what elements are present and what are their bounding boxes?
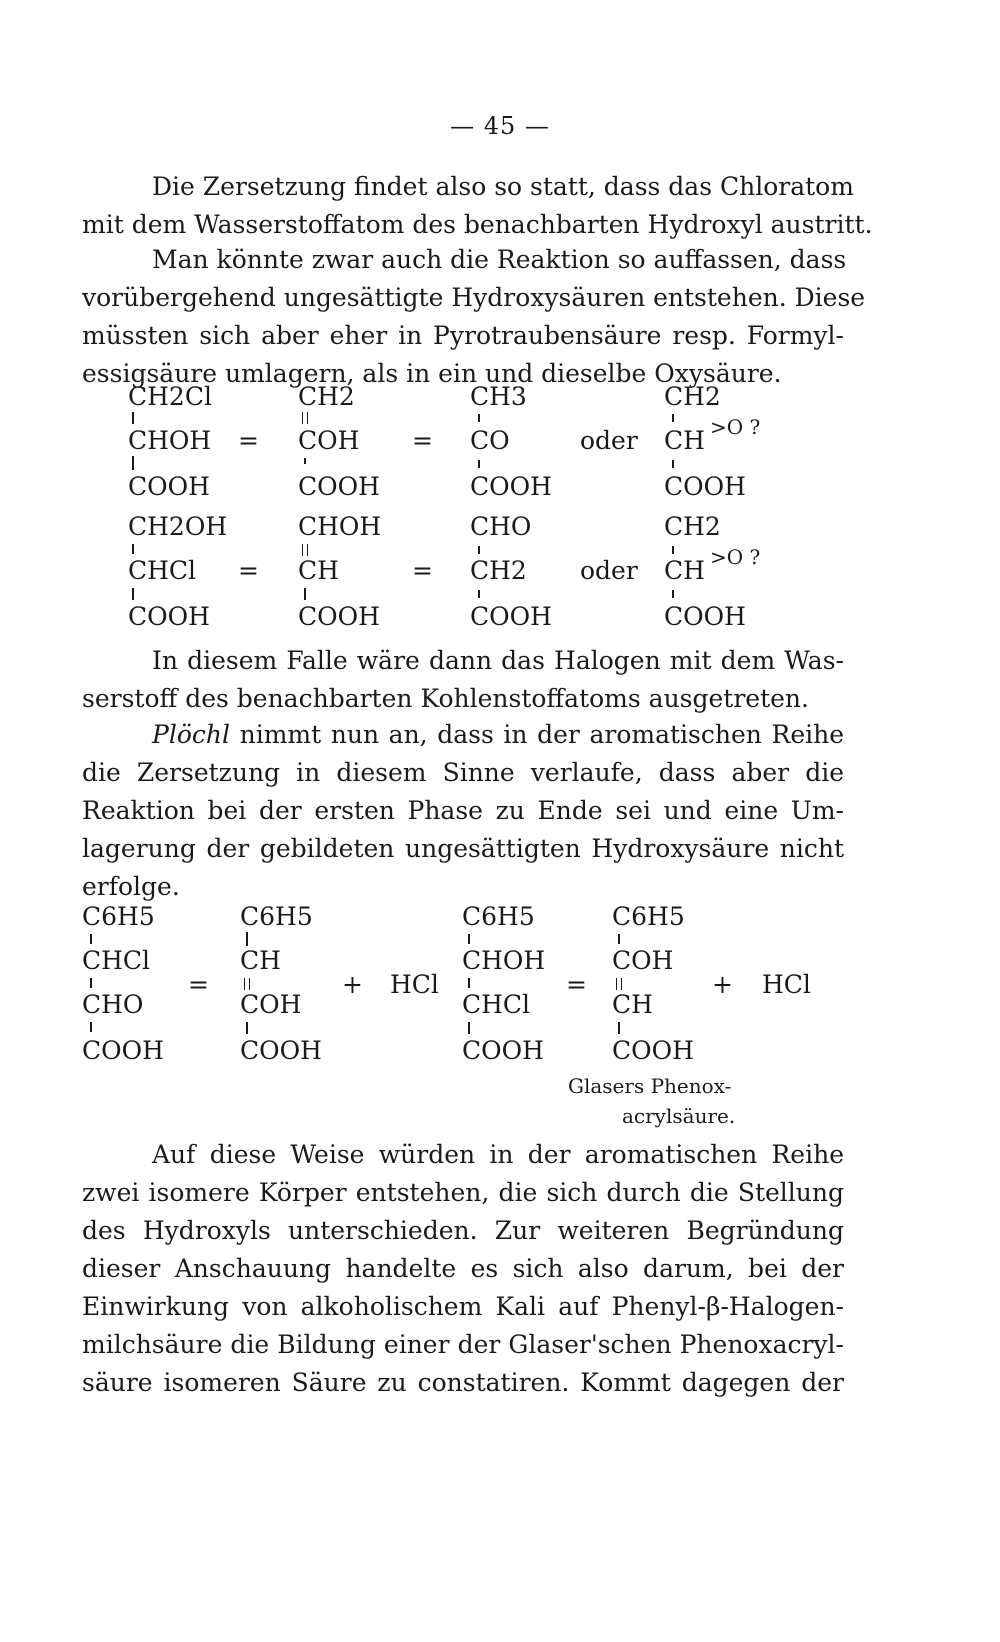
oder-label: oder (580, 556, 638, 585)
text-line: dieser Anschauung handelte es sich also darum, bei der (82, 1254, 844, 1283)
formula-text: CHOH (462, 946, 546, 975)
equals-sign: = (238, 556, 259, 585)
formula-text: COOH (664, 472, 746, 501)
formula-text: CHCl (128, 556, 197, 585)
formula-text: CO (470, 426, 510, 455)
formula-text: CH2 (664, 382, 721, 411)
text-line: milchsäure die Bildung einer der Glaser'schen Phenoxacryl- (82, 1330, 844, 1359)
paragraph-1 (82, 168, 873, 244)
formula-text: COOH (470, 472, 552, 501)
formula-text: COH (612, 946, 674, 975)
formula-text: C6H5 (82, 902, 155, 931)
text-line: zwei isomere Körper entstehen, die sich durch die Stellung (82, 1178, 844, 1207)
author-name: Plöchl (152, 720, 230, 749)
formula-text: C6H5 (612, 902, 685, 931)
formula-text: COOH (128, 472, 210, 501)
paragraph-2 (82, 241, 866, 393)
text-line: essigsäure umlagern, als in ein und dieselbe Oxysäure. (82, 359, 782, 388)
ring-oxygen: >O ? (710, 415, 761, 439)
formula-text: CH2Cl (128, 382, 212, 411)
oder-label: oder (580, 426, 638, 455)
formula-text: CH (612, 990, 653, 1019)
formula-text: COOH (128, 602, 210, 631)
equals-sign: = (566, 970, 587, 999)
formula-text: C6H5 (240, 902, 313, 931)
formula-text: CH2 (470, 556, 527, 585)
plus-sign: + (712, 970, 733, 999)
text-line: serstoff des benachbarten Kohlenstoffatoms ausgetreten. (82, 684, 809, 713)
formula-text: CHOH (298, 512, 382, 541)
text-line: In diesem Falle wäre dann das Halogen mit dem Was- (152, 646, 844, 675)
page-number: — 45 — (450, 112, 550, 140)
formula-text: CH3 (470, 382, 527, 411)
formula-text: COOH (462, 1036, 544, 1065)
formula-text: CH2OH (128, 512, 228, 541)
text-line: Man könnte zwar auch die Reaktion so auffassen, dass (152, 245, 847, 274)
hcl-text: HCl (762, 970, 811, 999)
paragraph-3 (82, 642, 844, 718)
formula-text: CH (664, 556, 705, 585)
text-line: Einwirkung von alkoholischem Kali auf Phenyl-β-Halogen- (82, 1292, 844, 1321)
equals-sign: = (412, 426, 433, 455)
formula-text: COOH (470, 602, 552, 631)
formula-text: CHCl (82, 946, 151, 975)
formula-text: CHCl (462, 990, 531, 1019)
formula-text: COOH (664, 602, 746, 631)
equals-sign: = (188, 970, 209, 999)
text-line: säure isomeren Säure zu constatiren. Kommt dagegen der (82, 1368, 844, 1397)
formula-text: COOH (240, 1036, 322, 1065)
text-span: nimmt nun an, dass in der aromatischen Reihe (239, 720, 845, 749)
text-line: des Hydroxyls unterschieden. Zur weiteren Begründung (82, 1216, 844, 1245)
formula-text: C6H5 (462, 902, 535, 931)
figure-caption: Glasers Phenox- (568, 1074, 732, 1098)
formula-text: CH (664, 426, 705, 455)
formula-text: CHO (470, 512, 532, 541)
formula-text: CH (298, 556, 339, 585)
hcl-text: HCl (390, 970, 439, 999)
ring-oxygen: >O ? (710, 545, 761, 569)
text-line: Die Zersetzung findet also so statt, dass das Chloratom (152, 172, 854, 201)
text-line (82, 716, 844, 754)
text-line: mit dem Wasserstoffatom des benachbarten Hydroxyl austritt. (82, 210, 873, 239)
formula-text: COH (298, 426, 360, 455)
formula-text: COOH (82, 1036, 164, 1065)
figure-caption: acrylsäure. (622, 1104, 736, 1128)
text-line: lagerung der gebildeten ungesättigten Hydroxysäure nicht (82, 834, 844, 863)
formula-text: COOH (298, 472, 380, 501)
text-line: Auf diese Weise würden in der aromatischen Reihe (152, 1140, 844, 1169)
equals-sign: = (412, 556, 433, 585)
formula-text: CHO (82, 990, 144, 1019)
text-line: müssten sich aber eher in Pyrotraubensäure resp. Formyl- (82, 321, 844, 350)
plus-sign: + (342, 970, 363, 999)
paragraph-5 (82, 1136, 844, 1402)
formula-text: COH (240, 990, 302, 1019)
formula-text: CH (240, 946, 281, 975)
formula-text: CH2 (298, 382, 355, 411)
text-line: erfolge. (82, 872, 180, 901)
formula-text: COOH (612, 1036, 694, 1065)
paragraph-4 (82, 716, 844, 906)
equals-sign: = (238, 426, 259, 455)
text-line: Reaktion bei der ersten Phase zu Ende sei und eine Um- (82, 796, 844, 825)
text-line: die Zersetzung in diesem Sinne verlaufe, dass aber die (82, 758, 844, 787)
formula-text: CH2 (664, 512, 721, 541)
formula-text: CHOH (128, 426, 212, 455)
text-line: vorübergehend ungesättigte Hydroxysäuren entstehen. Diese (82, 283, 866, 312)
formula-text: COOH (298, 602, 380, 631)
